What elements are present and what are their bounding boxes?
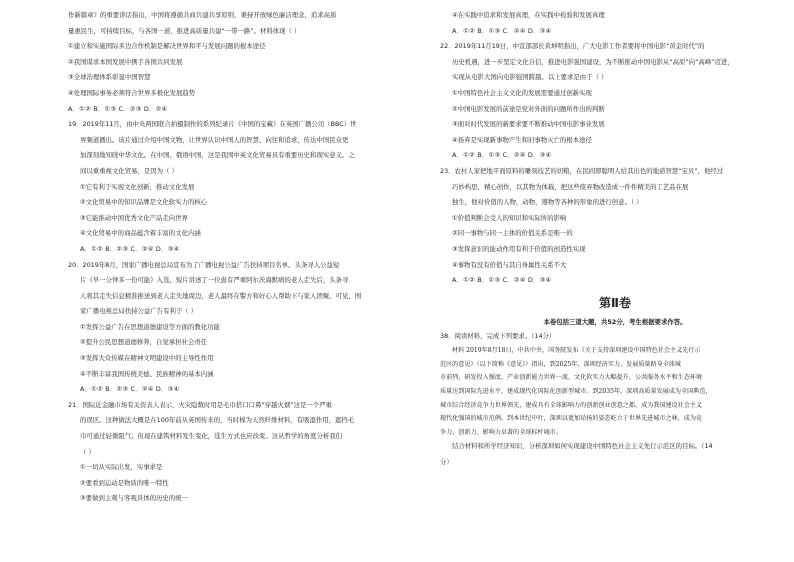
q23-stem-line-3: 独生，他对价值的人物，动物，器物等各种的形象的进行创意。（ ）	[452, 198, 643, 207]
q23-stem-line-2: 巧妙构思，精心创作，以其物为体载，把这些废弃物改造成一件件精美的工艺品在展	[452, 182, 689, 191]
q20-item-4: ④不断丰富我国传统美德、民族精神的基本内涵	[80, 369, 214, 378]
q21-stem-line-4: （ ）	[80, 447, 95, 456]
q19-item-3: ③它能推动中国优秀文化产品走向世界	[80, 213, 188, 222]
q19-stem-line-2: 界频道播出。该片通过介绍中国文物，让世界认识中国人的智慧、向往和追求，传达中国民众更	[80, 135, 349, 144]
q22-stem-line-3: 实现从电影大国向电影强国跨越。以上要求是由于（ ）	[452, 73, 608, 82]
q38-material-line-3: 市前列，研发投入强度、产业创新能力世界一流，文化软实力大幅提升，公共服务水平和生态环境	[440, 374, 703, 382]
q38-heading: 38．阅读材料，完成下列要求。（14分）	[440, 331, 556, 340]
q23-item-4: ④事物有没有价值与其自身属性关系不大	[452, 260, 567, 269]
q23-item-1: ①价值判断会受人的知识和实际所的影响	[452, 213, 567, 222]
q18-item-2: ②我国谋求本国发展中携手各国共同发展	[68, 57, 183, 66]
q21-options: A．①② B．①③ C．②④ D．③④	[452, 26, 552, 35]
q22-item-2: ②中国电影发展的前途是党对外面的问题所作出的判断	[452, 104, 605, 113]
q19-stem-line-1: 19．2019年11月，由中央两国联合拍摄制作的系列纪录片《中国的宝藏》在英国广播公司（BBC）世	[68, 120, 357, 129]
q21-stem-line-3: 巾可通过轻微阻气；但现在建筑材料发生变化，选生方式也应改变。这从哲学的角度分析我们	[80, 432, 343, 441]
q21-item-3: ③要做到主观与客观具体的历史的统一	[80, 494, 188, 503]
q19-stem-line-4: 间以重重视文化贸易，是因为（ ）	[80, 166, 178, 175]
q22-item-1: ①中国特色社会主义文化的发展需要通过创新实现	[452, 88, 592, 97]
q38-task-line-1: 结合材料和所学经济知识，分析深圳如何实现建设中国特色社会主义先行示范区的目标。（14	[452, 442, 713, 451]
q38-material-line-2: 范区的意见》（以下简称《意见》）指出，到2025年，深圳经济实力、发展质量跻身全球城	[440, 360, 681, 368]
q18-item-3: ③全球治理体系彰显中国智慧	[68, 73, 151, 82]
q22-item-4: ④扬弃是实现新事物产生和旧事物灭亡的根本途径	[452, 135, 592, 144]
q18-stem-line-1: 作新篇章》的重要讲话指出，中国将遵循共商共建共享原则，秉持开放绿色廉洁理念，追求高质	[68, 11, 337, 19]
q19-item-2: ②文化贸易中的知识品牌是文化软实力的核心	[80, 198, 208, 207]
q38-material-line-7: 争力、创新力、影响力卓著的全球标杆城市。	[440, 428, 562, 436]
question-22	[440, 39, 790, 164]
q20-options: A．①② B．②③ C．②④ D．③④	[80, 385, 180, 394]
q18-item-1: ①建立和实施国际多边合作机制是解决世界和平与发展问题的根本途径	[68, 42, 266, 51]
question-20	[68, 258, 418, 398]
q38-material-line-4: 质量达到国际先进水平，建成现代化国际化创新型城市。到2035年，深圳高质量发展成为全国典范，	[440, 388, 712, 396]
q19-options: A．①② B．②③ C．②④ D．③④	[80, 244, 180, 253]
left-column	[68, 8, 418, 507]
q20-item-1: ①发挥公益广告在思想道德建设等方面的教化功能	[80, 322, 220, 331]
volume-2-instructions: 本卷包括三道大题，共52分，考生根据要求作答。	[543, 317, 687, 326]
q21-stem-line-1: 21．国际近金融市场有关资表人表示，火灾隐数时用是毛巾搭口口鼻“穿越火烟”这是一个严重	[68, 400, 332, 409]
q18-item-4: ④处理国际事务必须符合世界多极化发展趋势	[68, 88, 196, 97]
q20-item-3: ③发挥大众传媒在精神文明建设中的主导性作用	[80, 354, 214, 363]
volume-2-title: 第Ⅱ卷	[599, 295, 631, 310]
q22-stem-line-1: 22．2019年11月19日，中宣部部长黄坤明指出，广大电影工作者要将中国电影“黄金时代”的	[440, 42, 705, 51]
q38-task-line-2: 分）	[440, 458, 453, 467]
q21-item-2: ②要看到运动是物质的唯一特性	[80, 478, 169, 487]
q21-item-1: ①一切从实际出发，实事求是	[80, 463, 163, 472]
q21-continuation	[440, 8, 790, 39]
question-23	[440, 164, 790, 289]
q21-item-4: ④在实践中追求和发展真理，在实践中检验和发展真理	[452, 11, 605, 19]
q20-item-2: ②提升公民思想道德修养，自觉承担社会责任	[80, 338, 208, 347]
q23-item-3: ③发挥意识的能动作用有利于价值的创造性实现	[452, 244, 586, 253]
q22-stem-line-2: 历史机遇，进一步坚定文化自信，推进电影强国建设，为不断推动中国电影从“高原”向“高峰”迈进，	[452, 57, 734, 66]
question-19	[68, 117, 418, 257]
q20-stem-line-2: 片《早一分钟多一份可能》入选，短片讲述了一位患有严重阿尔茨海默病的老人走失后，头条寻	[80, 276, 349, 285]
q19-stem-line-3: 加深刻地知晓中华文化。在中国、俄语中国，这是我国中英文化贸易具有重要历史和现实意义。之	[80, 151, 355, 160]
q22-item-3: ③面对时代发展的新要求要不断推动中国电影事业发展	[452, 120, 605, 129]
q23-options: A．①② B．①③ C．②④ D．③④	[452, 276, 552, 285]
q20-stem-line-3: 人将其走失信息精准推送到老人走失地周边，老人最终在警方和好心人帮助下与家人团聚。可见，国	[80, 291, 362, 300]
q22-options: A．①② B．①③ C．②④ D．③④	[452, 151, 552, 160]
q23-item-2: ②同一事物与同一主体的价值关系是唯一的	[452, 229, 573, 238]
q20-stem-line-1: 20．2019年8月，国家广播电视总局宣布为了广播电视公益广告扶持项目名单。头条寻人公益短	[68, 260, 340, 269]
q21-stem-line-2: 的误区。这种做法大概是在100年前从英国传来的，当时棉为天然纤维材料，有吸湿作用，遮挡毛	[80, 416, 355, 425]
question-38	[440, 329, 790, 471]
q38-material-line-1: 材料 2019年8月18日，中共中央、国务院发布《关于支持深圳建设中国特色社会主义先行示	[452, 347, 701, 355]
q18-continuation	[68, 8, 418, 117]
q18-stem-line-2: 量惠民生，可持续目标，与各国一道，推进高质量共建“一带一路”。材料体现（ ）	[68, 26, 301, 35]
q20-stem-line-4: 家广播电视总局扶持公益广告有利于（ ）	[80, 307, 198, 316]
right-column	[440, 8, 790, 471]
q19-item-1: ①它有利于实现文化创新，推动文化发展	[80, 182, 195, 191]
q19-item-4: ④文化贸易中的商品蕴含着丰富的文化内涵	[80, 229, 201, 238]
q38-material-line-5: 城市综合经济竞争力世界领先，建成具有全球影响力的创新创业创意之都，成为我国建设社会主义	[440, 401, 703, 409]
question-21	[68, 398, 418, 507]
q38-material-line-6: 现代化强国的城市范例。到本世纪中叶，深圳以更加昂扬的姿态屹立于世界先进城市之林，成为竞	[440, 415, 703, 423]
q18-options: A．①② B．①③ C．②③ D．②④	[68, 104, 168, 113]
q23-stem-line-1: 23．农村人家把地平面原料的雕刻技艺的切粮，在民间即聪明人给其出色的地道智慧“宝贝”，他经过	[440, 166, 724, 175]
